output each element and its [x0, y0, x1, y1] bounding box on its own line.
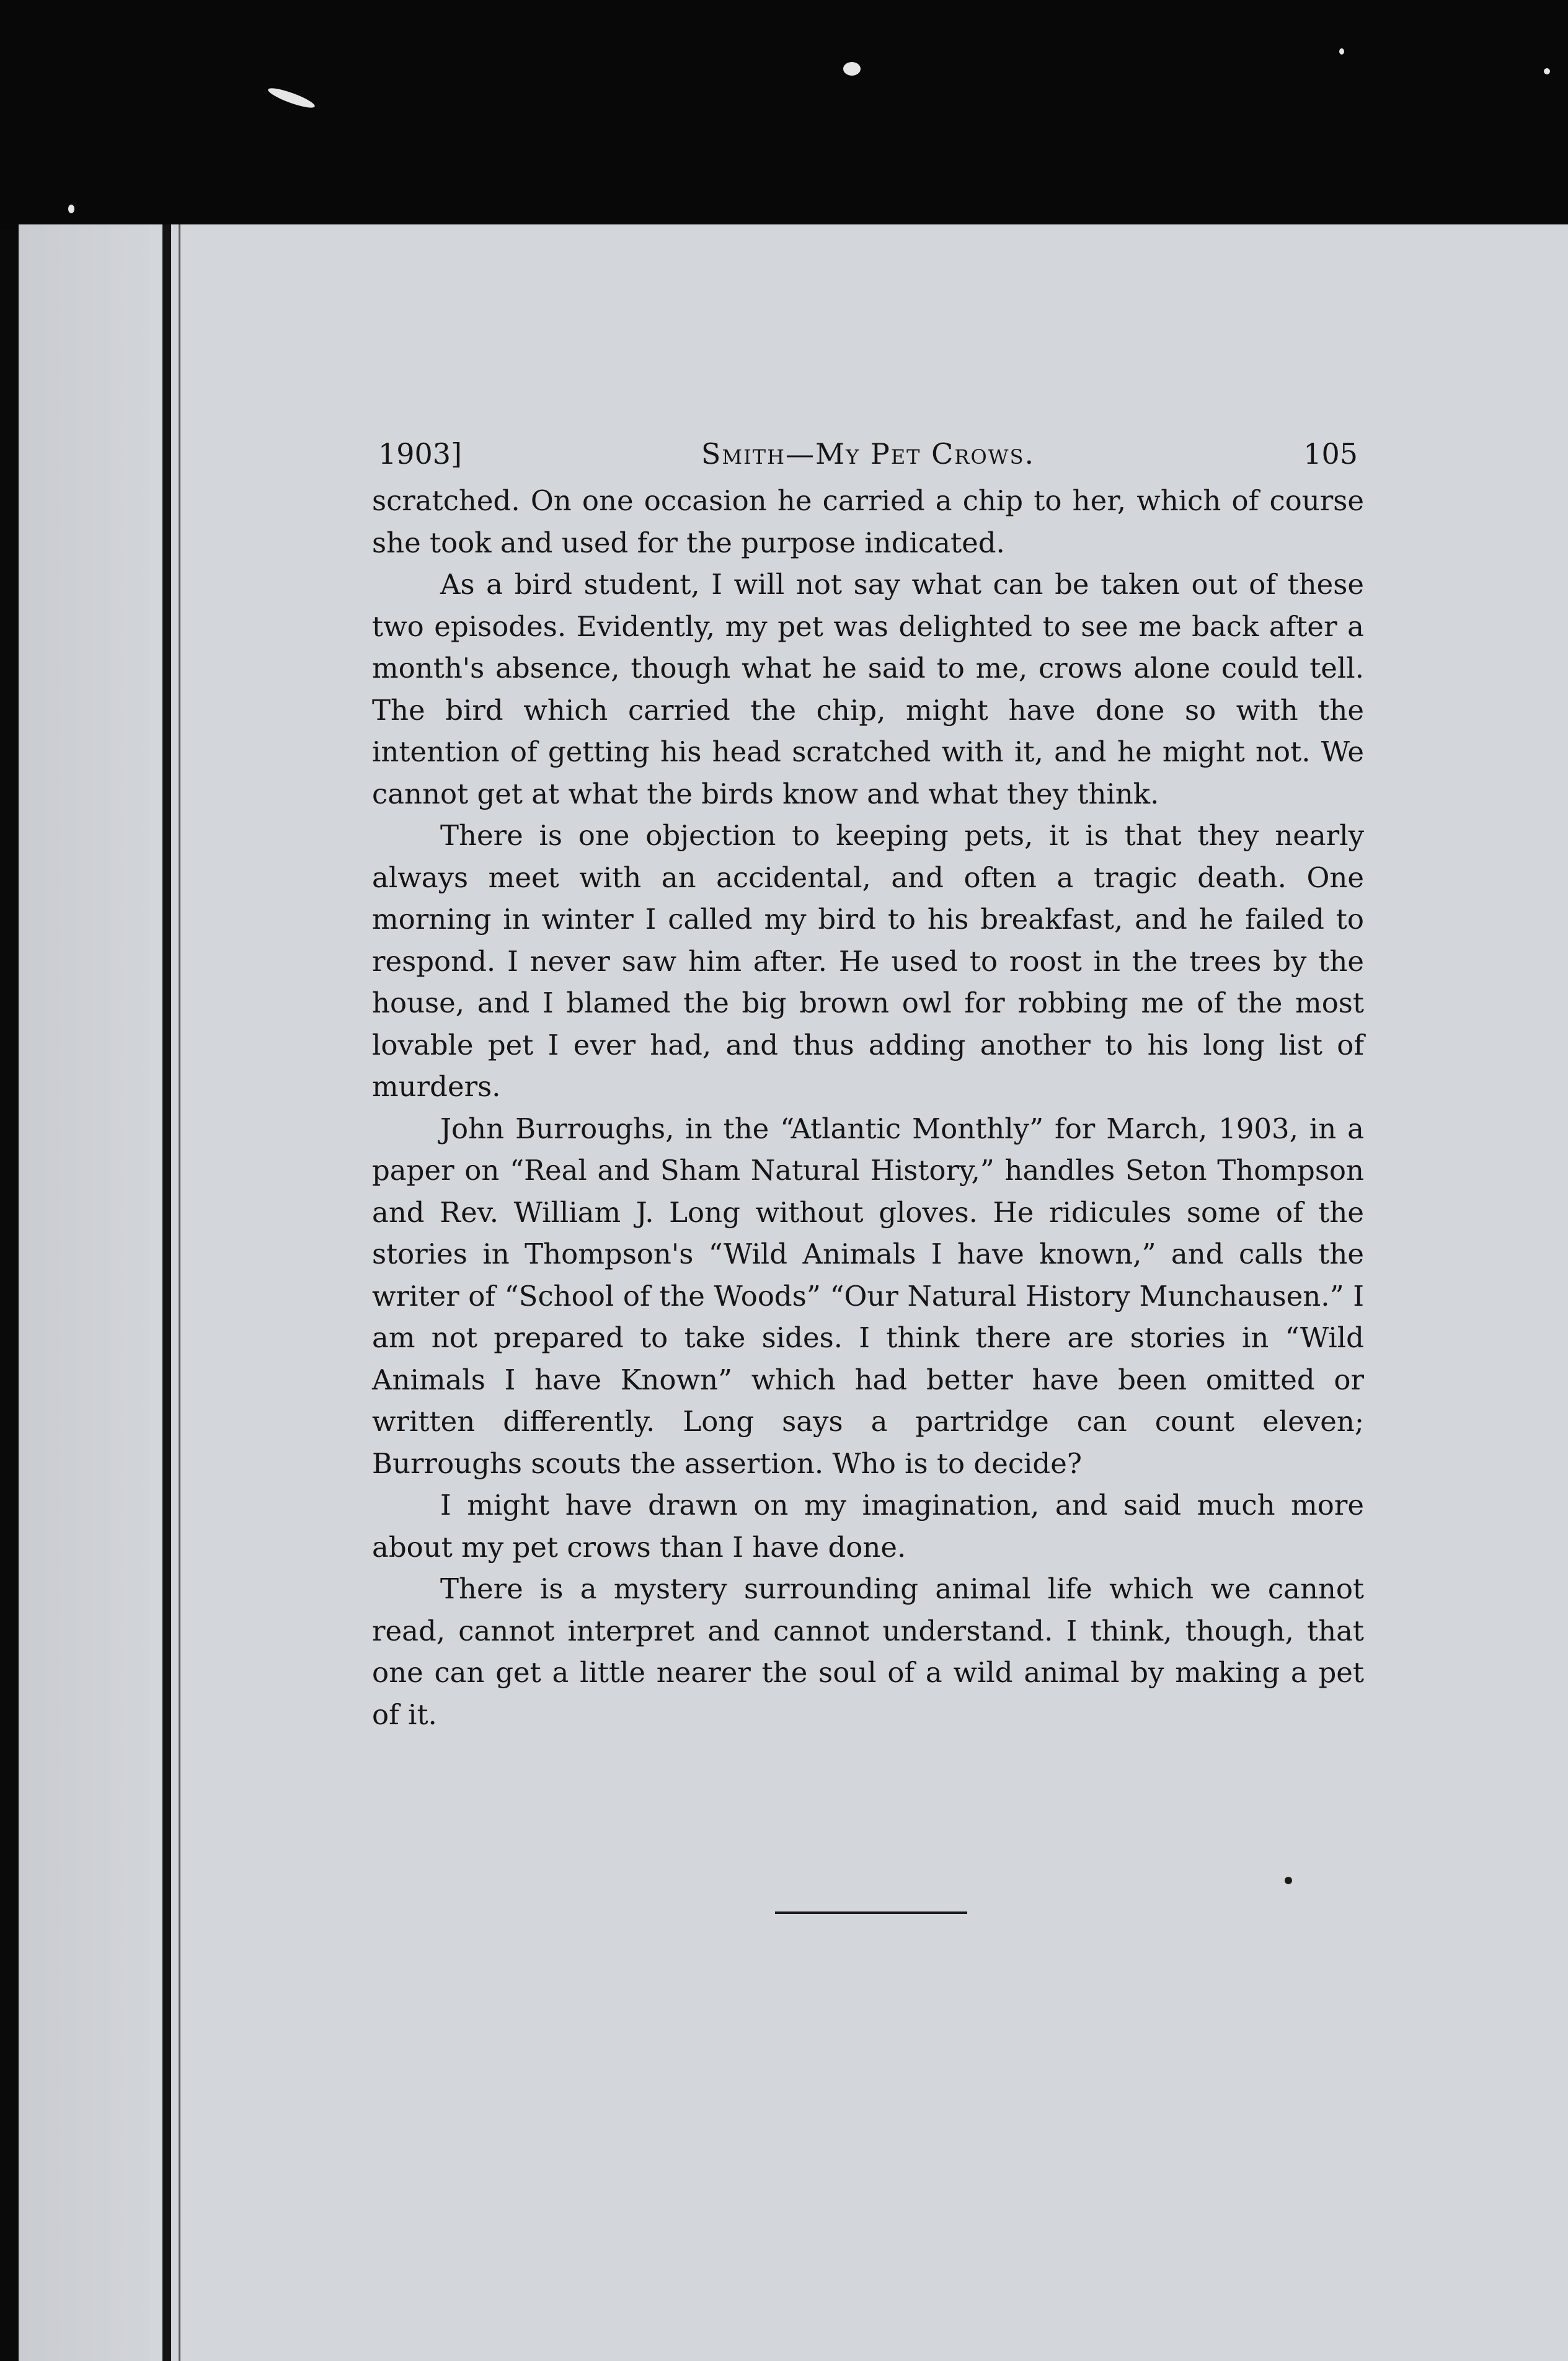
- scan-speck: [843, 62, 861, 76]
- paragraph: scratched. On one occasion he carried a chip to her, which of course she took and used for the purpose indicated.: [372, 484, 1364, 559]
- page-left-margin: [19, 224, 149, 2361]
- paragraph: John Burroughs, in the “Atlantic Monthly” for March, 1903, in a paper on “Real and Sham Natural History,” handles Seton Thompson and Rev. William J. Long without gloves. He ridicules some of the stories in Thompson's “Wild Animals I have known,” and calls the writer of “School of the Woods” “Our Natural History Munchausen.” I am not prepared to take sides. I think there are stories in “Wild Animals I have Known” which had better have been omitted or written differently. Long says a partridge can count eleven; Burroughs scouts the assertion. Who is to decide?: [372, 1112, 1364, 1480]
- page-body: [372, 428, 1364, 1735]
- binding-edge-shadow: [179, 224, 180, 2361]
- paragraph: There is a mystery surrounding animal life which we cannot read, cannot interpret and cannot understand. I think, though, that one can get a little nearer the soul of a wild animal by making a pet of it.: [372, 1572, 1364, 1731]
- running-head-year: 1903]: [378, 437, 463, 471]
- scan-top-border: [0, 0, 1568, 229]
- paragraph: As a bird student, I will not say what can be taken out of these two episodes. Evidently, my pet was delighted to see me back after a month's absence, though what he said to me, crows alone could tell. The bird which carried the chip, might have done so with the intention of getting his head scratched with it, and he might not. We cannot get at what the birds know and what they think.: [372, 568, 1364, 810]
- paragraph: There is one objection to keeping pets, it is that they nearly always meet with an accidental, and often a tragic death. One morning in winter I called my bird to his breakfast, and he failed to respond. I never saw him after. He used to roost in the trees by the house, and I blamed the big brown owl for robbing me of the most lovable pet I ever had, and thus adding another to his long list of murders.: [372, 819, 1364, 1103]
- paragraph: I might have drawn on my imagination, and said much more about my pet crows than I have done.: [372, 1489, 1364, 1564]
- scan-speck: [1339, 48, 1344, 55]
- running-head-title: Smith—My Pet Crows.: [701, 437, 1035, 471]
- end-rule: [775, 1911, 967, 1914]
- scan-speck: [1544, 68, 1550, 74]
- stray-dot: [1285, 1877, 1292, 1884]
- running-head: [372, 428, 1364, 480]
- page-number: 105: [1303, 437, 1358, 471]
- scan-speck: [68, 205, 74, 213]
- binding-edge: [162, 224, 171, 2361]
